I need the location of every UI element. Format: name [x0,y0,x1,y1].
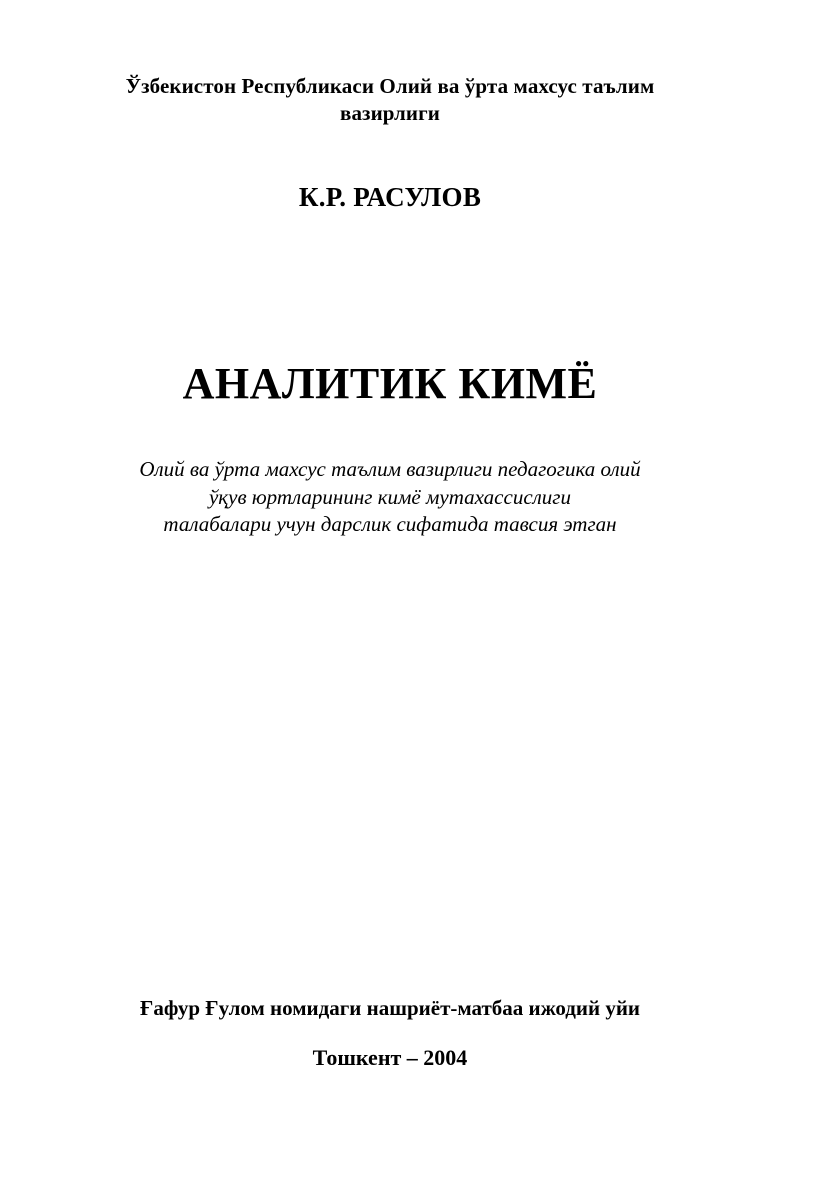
book-title: АНАЛИТИК КИМЁ [182,359,598,408]
recommendation-line-3: талабалари учун дарслик сифатида тавсия этган [163,512,617,536]
author-name: К.Р. РАСУЛОВ [298,182,482,212]
ministry-line-2: вазирлиги [340,101,440,125]
recommendation-line-1: Олий ва ўрта махсус таълим вазирлиги педагогика олий [139,457,641,481]
publisher-name: Ғафур Ғулом номидаги нашриёт-матбаа ижодий уйи [139,996,641,1020]
recommendation-line-2: ўқув юртларининг кимё мутахассислиги [208,485,571,509]
city-year: Тошкент – 2004 [312,1045,468,1070]
ministry-line-1: Ўзбекистон Республикаси Олий ва ўрта махсус таълим [125,74,655,98]
